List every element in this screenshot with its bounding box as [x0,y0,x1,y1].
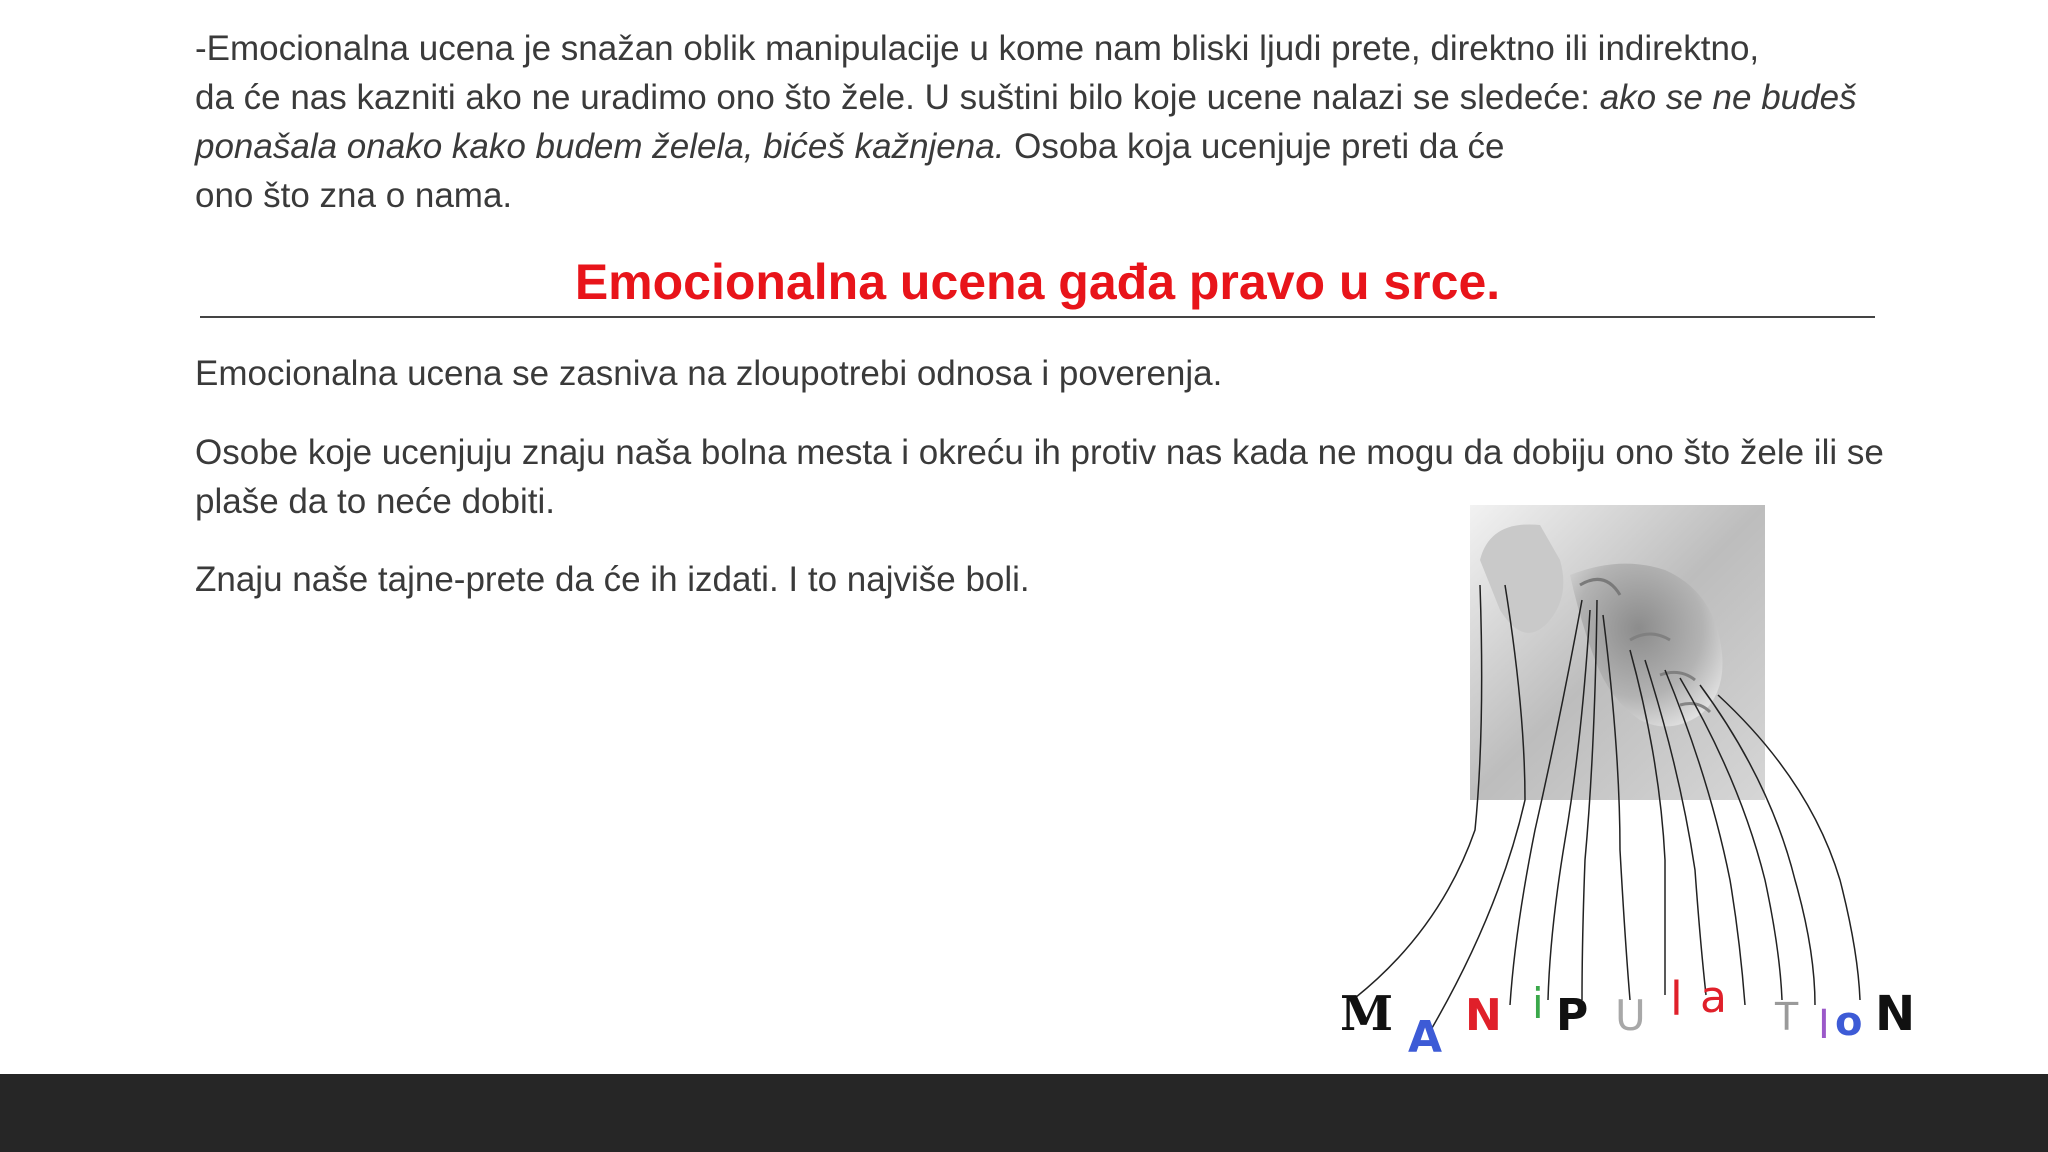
intro-paragraph [195,24,1895,220]
letter-p: P [1556,990,1589,1041]
letter-l: l [1670,972,1683,1026]
intro-line-d: ono što zna o nama. [195,176,513,215]
section-heading: Emocionalna ucena gađa pravo u srce. [574,254,1501,310]
letter-a: A [1408,1012,1443,1060]
footer-bar [0,1074,2048,1152]
letter-m: M [1340,986,1394,1042]
intro-line-b: da će nas kazniti ako ne uradimo ono što žele. U suštini bilo koje ucene nalazi se sledeće: [195,78,1600,117]
paragraph-trust-abuse: Emocionalna ucena se zasniva na zloupotrebi odnosa i poverenja. [195,354,1223,393]
paragraph-weak-spots: Osobe koje ucenjuju znaju naša bolna mesta i okreću ih protiv nas kada ne mogu da dobiju ono što žele ili se plaše da to neće dobiti. [195,433,1884,521]
letter-i-green: i [1532,979,1544,1028]
letter-u: U [1615,991,1646,1040]
letter-a-red: a [1700,972,1727,1023]
puppet-strings [1355,585,1860,1028]
manipulation-illustration [1320,500,1960,1060]
paragraph-secrets: Znaju naše tajne-prete da će ih izdati. I to najviše boli. [195,560,1030,599]
letter-n-black: N [1875,986,1916,1042]
letter-t: T [1775,995,1799,1039]
heading-underline [200,316,1875,318]
letter-n-red: N [1465,990,1502,1041]
manipulation-letters [1340,972,1915,1060]
intro-quote: ako se ne budeš ponašala onako kako budem želela, bićeš kažnjena. [195,78,1857,166]
letter-o: o [1835,999,1863,1045]
letter-i-purple: I [1818,1002,1830,1048]
intro-line-c: Osoba koja ucenjuje preti da će [1004,127,1505,166]
intro-line-a: -Emocionalna ucena je snažan oblik manipulacije u kome nam bliski ljudi prete, direktno ili indirektno, [195,29,1760,68]
